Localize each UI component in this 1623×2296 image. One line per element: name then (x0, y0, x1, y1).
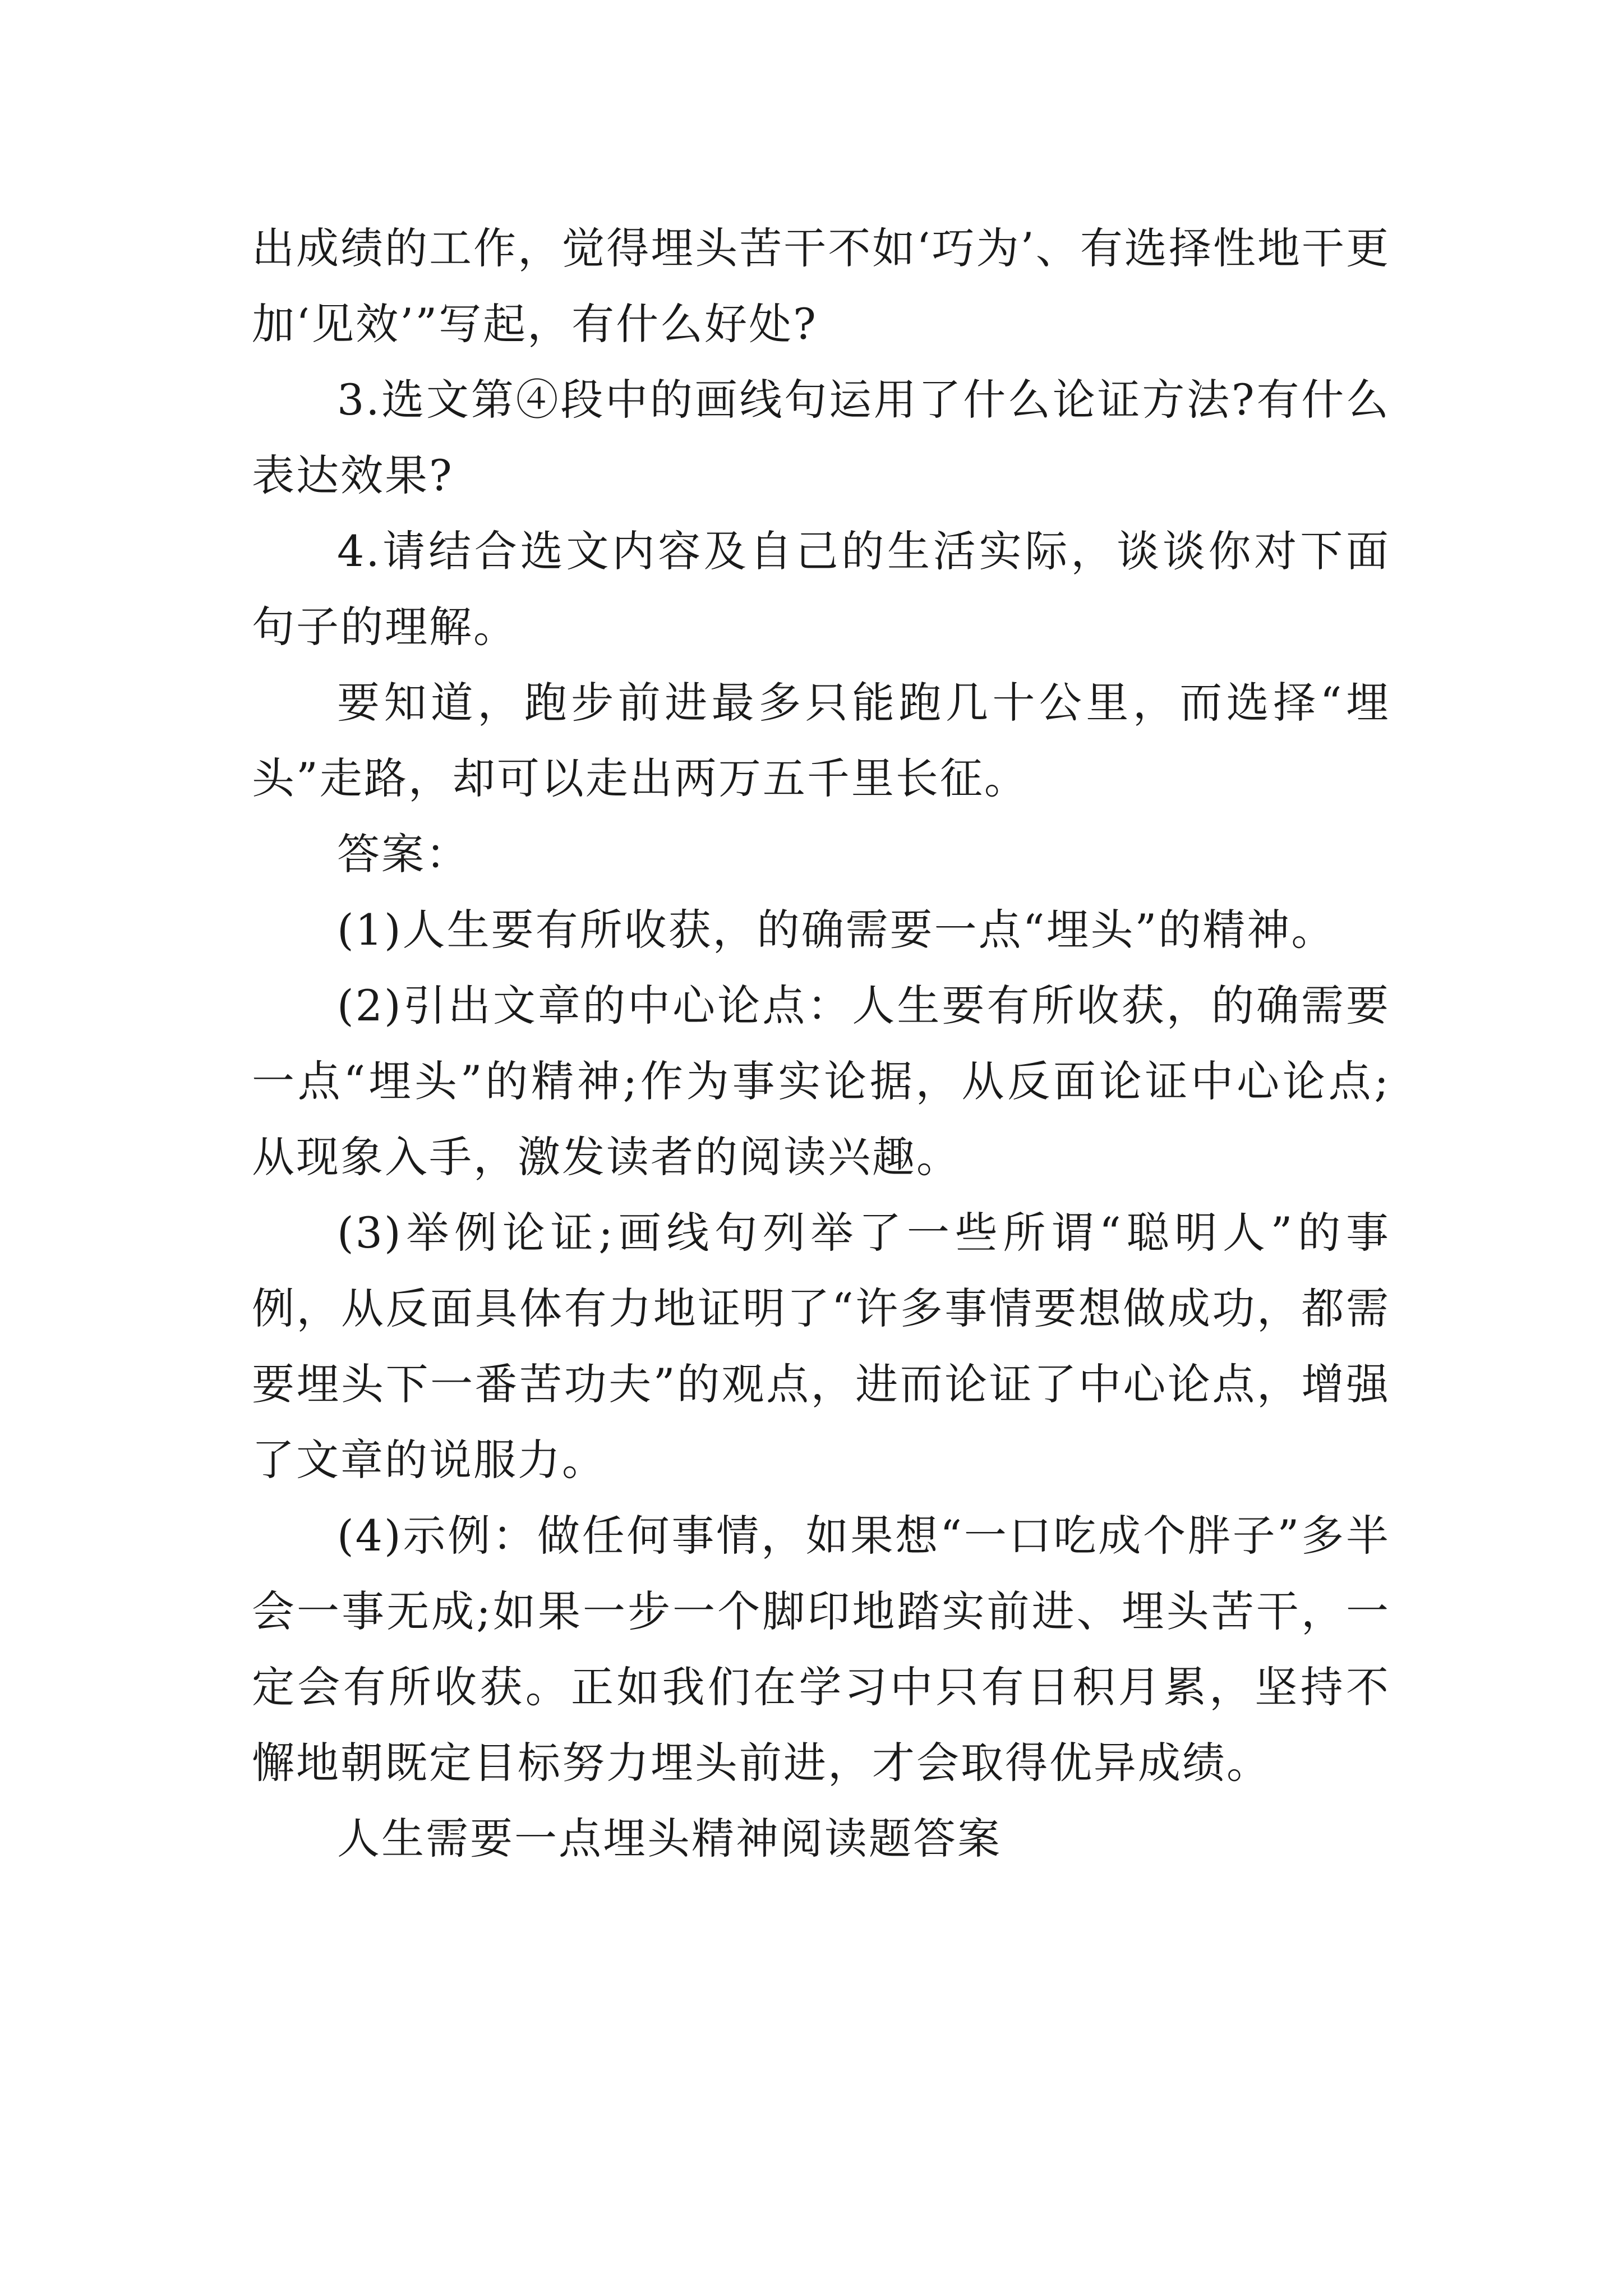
paragraph-answer-3: (3)举例论证;画线句列举了一些所谓“聪明人”的事例，从反面具体有力地证明了“许多事情要想做成功，都需要埋头下一番苦功夫”的观点，进而论证了中心论点，增强了文章的说服力。 (252, 1208, 1390, 1485)
paragraph-quoted-sentence: 要知道，跑步前进最多只能跑几十公里，而选择“埋头”走路，却可以走出两万五千里长征。 (252, 678, 1390, 803)
paragraph-answer-4: (4)示例：做任何事情，如果想“一口吃成个胖子”多半会一事无成;如果一步一个脚印地踏实前进、埋头苦干，一定会有所收获。正如我们在学习中只有日积月累，坚持不懈地朝既定目标努力埋头前进，才会取得优异成绩。 (252, 1511, 1390, 1788)
document-body (252, 210, 1390, 1876)
paragraph-answer-2: (2)引出文章的中心论点：人生要有所收获，的确需要一点“埋头”的精神;作为事实论据，从反面论证中心论点;从现象入手，激发读者的阅读兴趣。 (252, 981, 1390, 1182)
paragraph-question-2-continued: 出成绩的工作，觉得埋头苦干不如‘巧为’、有选择性地干更加‘见效’”写起，有什么好处? (252, 223, 1390, 349)
paragraph-answer-1: (1)人生要有所收获，的确需要一点“埋头”的精神。 (337, 905, 1336, 955)
paragraph-question-4: 4.请结合选文内容及自己的生活实际，谈谈你对下面句子的理解。 (252, 526, 1390, 652)
paragraph-section-title: 人生需要一点埋头精神阅读题答案 (337, 1814, 1002, 1864)
paragraph-question-3: 3.选文第④段中的画线句运用了什么论证方法?有什么表达效果? (252, 375, 1390, 500)
paragraph-answer-heading: 答案： (337, 829, 470, 879)
